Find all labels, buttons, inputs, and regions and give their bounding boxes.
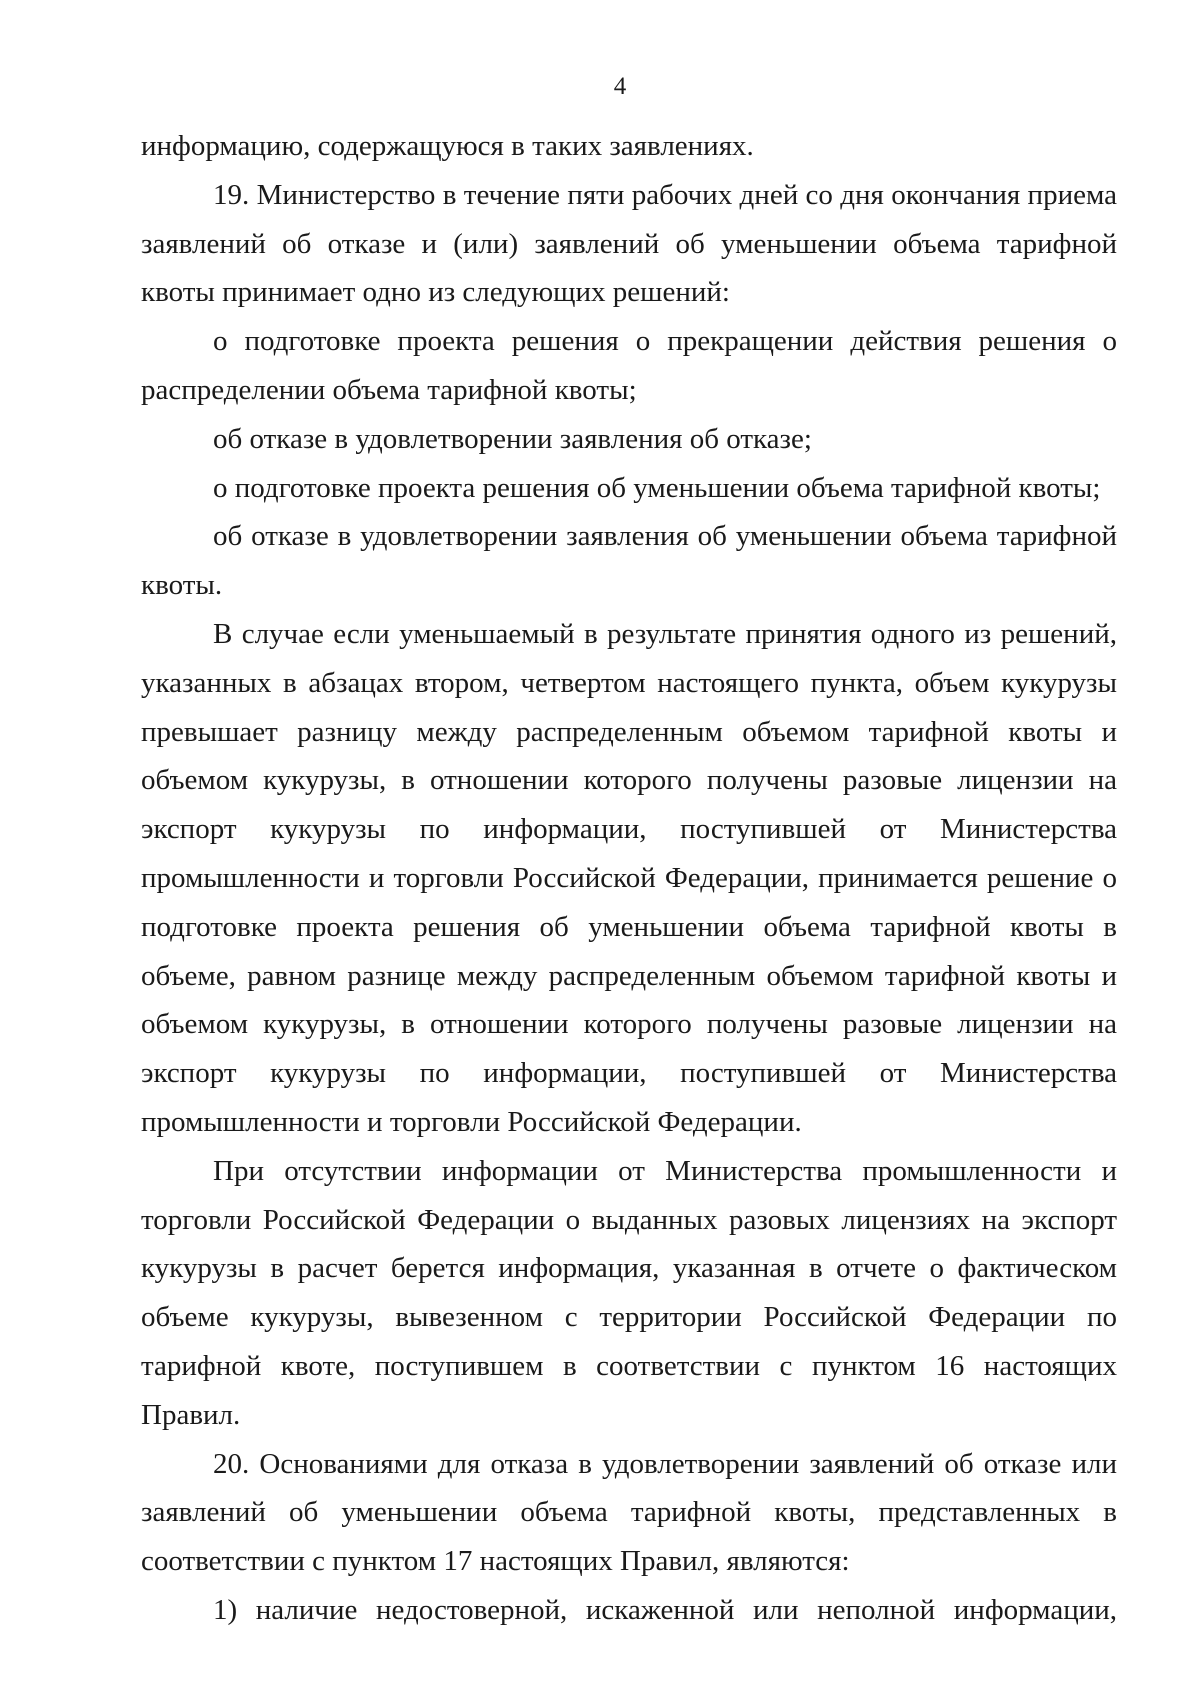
paragraph-continuation: информацию, содержащуюся в таких заявлениях. bbox=[141, 130, 754, 162]
paragraph-reduction-case: В случае если уменьшаемый в результате принятия одного из решений, указанных в абзацах втором, четвертом настоящего пункта, объем кукурузы превышает разницу между распределенным объемом тарифной квоты и объемом кукурузы, в отношении которого получены разовые лицензии на экспорт кукурузы по информации, поступившей от Министерства промышленности и торговли Российской Федерации, принимается решение о подготовке проекта решения об уменьшении объема тарифной квоты в объеме, равном разнице между распределенным объемом тарифной квоты и объемом кукурузы, в отношении которого получены разовые лицензии на экспорт кукурузы по информации, поступившей от Министерства промышленности и торговли Российской Федерации. bbox=[141, 617, 1117, 1138]
paragraph-decision-reduction: о подготовке проекта решения об уменьшении объема тарифной квоты; bbox=[213, 471, 1101, 504]
paragraph-reason-1: 1) наличие недостоверной, искаженной или неполной информации, bbox=[213, 1593, 1117, 1626]
paragraph-decision-termination: о подготовке проекта решения о прекращении действия решения о распределении объема тарифной квоты; bbox=[141, 325, 1117, 406]
paragraph-item-19: 19. Министерство в течение пяти рабочих дней со дня окончания приема заявлений об отказе и (или) заявлений об уменьшении объема тарифной квоты принимает одно из следующих решений: bbox=[141, 178, 1117, 309]
paragraph-decision-refusal: об отказе в удовлетворении заявления об отказе; bbox=[213, 422, 812, 455]
page-number: 4 bbox=[613, 73, 627, 100]
paragraph-item-20: 20. Основаниями для отказа в удовлетворении заявлений об отказе или заявлений об уменьшении объема тарифной квоты, представленных в соответствии с пунктом 17 настоящих Правил, являются: bbox=[141, 1447, 1117, 1578]
paragraph-missing-information: При отсутствии информации от Министерства промышленности и торговли Российской Федерации о выданных разовых лицензиях на экспорт кукурузы в расчет берется информация, указанная в отчете о фактическом объеме кукурузы, вывезенном с территории Российской Федерации по тарифной квоте, поступившем в соответствии с пунктом 16 настоящих Правил. bbox=[141, 1154, 1117, 1431]
paragraph-decision-reduction-refusal: об отказе в удовлетворении заявления об уменьшении объема тарифной квоты. bbox=[141, 520, 1117, 602]
document-body bbox=[141, 122, 1117, 1635]
